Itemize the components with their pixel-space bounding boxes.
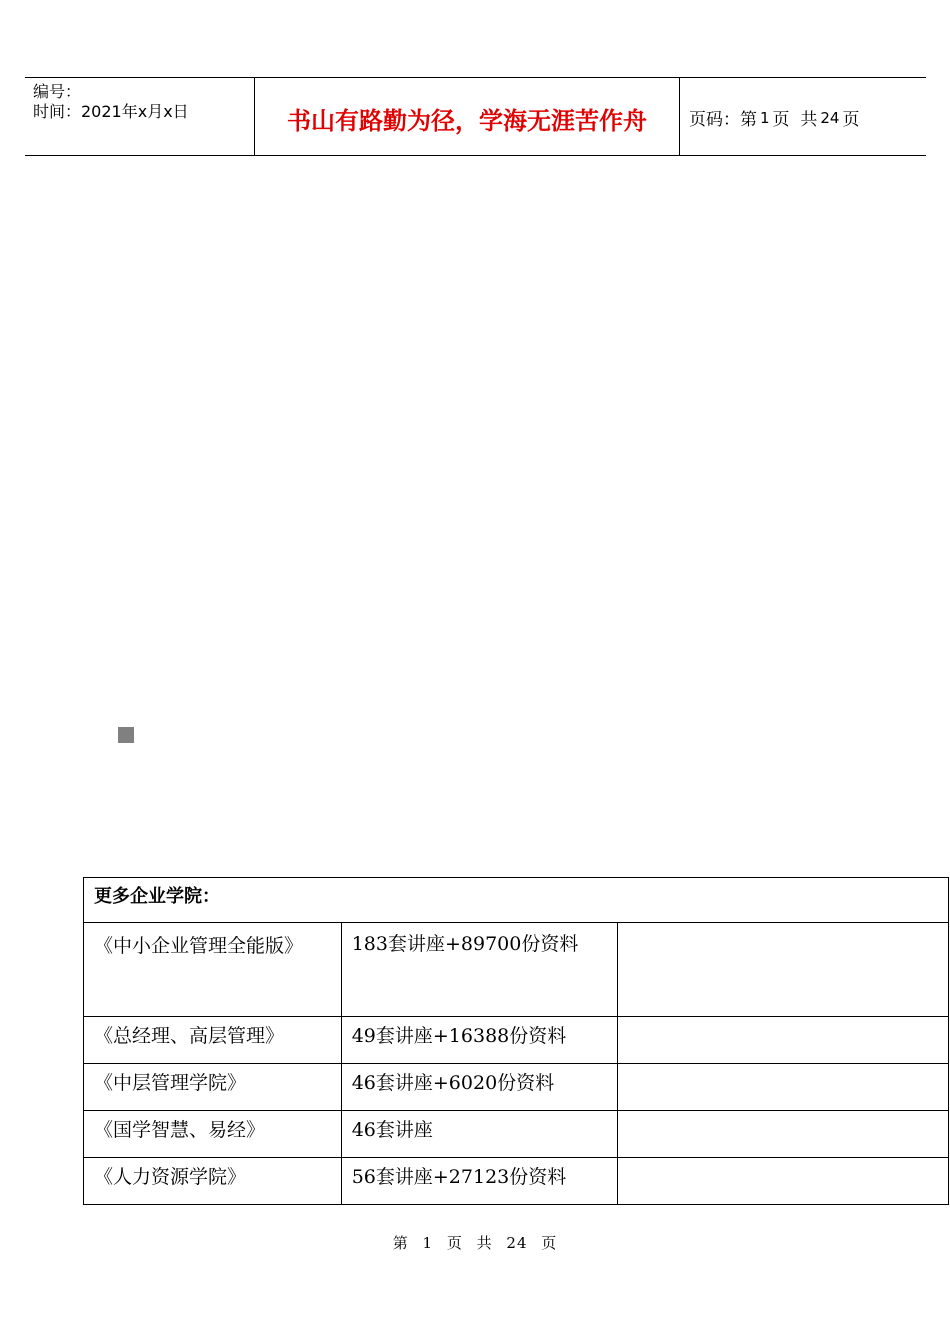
- footer-mid2: 共: [476, 1234, 493, 1252]
- document-date-label: 时间：2021年x月x日: [33, 102, 189, 121]
- page-header: [25, 77, 926, 156]
- header-motto: 书山有路勤为径，学海无涯苦作舟: [287, 107, 647, 135]
- document-number-label: 编号：: [33, 82, 82, 101]
- header-info-cell: [25, 78, 254, 155]
- header-page-prefix: 页码：第: [689, 110, 757, 130]
- academy-table: [83, 877, 949, 1205]
- footer-suffix: 页: [541, 1234, 558, 1252]
- footer-prefix: 第: [392, 1234, 409, 1252]
- table-cell-extra: [618, 1017, 949, 1064]
- table-cell-desc: 46套讲座+6020份资料: [341, 1064, 618, 1111]
- header-page-indicator: [689, 78, 859, 155]
- table-cell-extra: [618, 923, 949, 1017]
- table-row: [84, 923, 949, 1017]
- table-cell-extra: [618, 1111, 949, 1158]
- header-page-current: 1: [760, 108, 770, 127]
- table-cell-desc: 46套讲座: [341, 1111, 618, 1158]
- table-cell-name: 《中层管理学院》: [84, 1064, 342, 1111]
- table-cell-extra: [618, 1064, 949, 1111]
- table-cell-desc: 56套讲座+27123份资料: [341, 1158, 618, 1205]
- table-cell-name: 《总经理、高层管理》: [84, 1017, 342, 1064]
- table-cell-desc: 49套讲座+16388份资料: [341, 1017, 618, 1064]
- table-cell-name: 《中小企业管理全能版》: [84, 923, 342, 1017]
- table-cell-extra: [618, 1158, 949, 1205]
- footer-mid1: 页: [446, 1234, 463, 1252]
- table-row: [84, 1158, 949, 1205]
- footer-current-page: 1: [422, 1234, 434, 1252]
- table-cell-desc: 183套讲座+89700份资料: [341, 923, 618, 1017]
- page-footer: [0, 1232, 950, 1253]
- footer-total-pages: 24: [506, 1234, 528, 1252]
- grey-square-icon: [118, 727, 134, 743]
- header-page-mid: 页 共: [772, 110, 818, 130]
- header-page-total: 24: [820, 108, 840, 127]
- header-page-suffix: 页: [842, 110, 860, 130]
- table-row: [84, 1017, 949, 1064]
- header-divider-right: [679, 78, 680, 155]
- table-row: [84, 1064, 949, 1111]
- table-title: 更多企业学院：: [84, 878, 949, 923]
- table-row: [84, 1111, 949, 1158]
- table-cell-name: 《国学智慧、易经》: [84, 1111, 342, 1158]
- table-title-row: [84, 878, 949, 923]
- table-cell-name: 《人力资源学院》: [84, 1158, 342, 1205]
